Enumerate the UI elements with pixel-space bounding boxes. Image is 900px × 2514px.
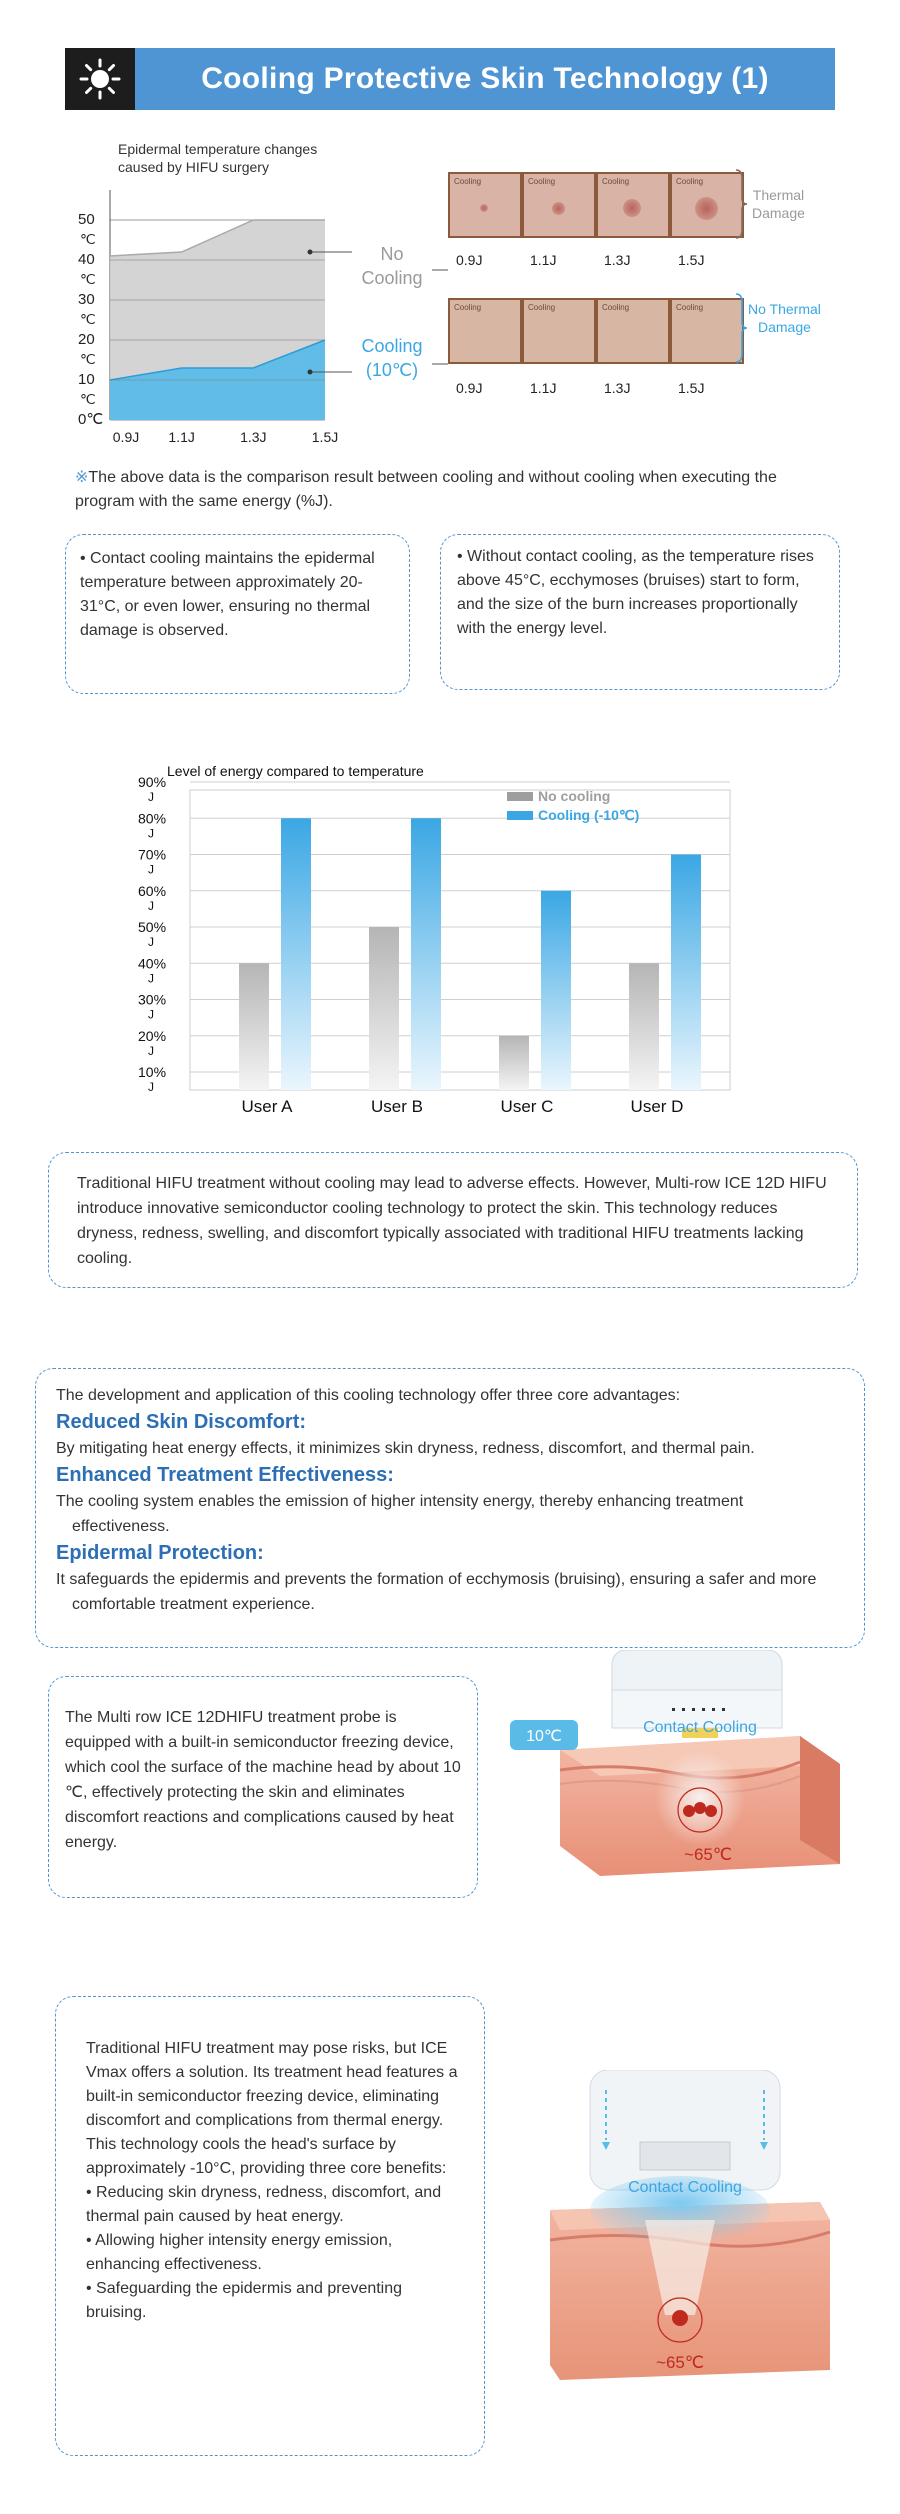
photo-energy-label: 1.1J <box>530 252 557 268</box>
y-tick-label: 0℃ <box>78 411 104 428</box>
no-thermal-damage-photos <box>448 298 744 364</box>
vmax-benefit-1: • Reducing skin dryness, redness, discomfort, and thermal pain caused by heat energy. <box>86 2184 442 2225</box>
advantage-heading-1: Reduced Skin Discomfort: <box>56 1411 307 1433</box>
no-thermal-damage-label-line1: No Thermal <box>748 301 821 317</box>
photo-tag: Cooling <box>602 303 630 312</box>
y-tick-unit: ℃ <box>80 391 96 407</box>
photo-energy-label: 0.9J <box>456 380 483 396</box>
x-tick-label: 1.3J <box>240 429 267 445</box>
y-tick-label: 50% <box>138 919 167 935</box>
y-tick-label: 20% <box>138 1027 167 1044</box>
photo-tag: Cooling <box>676 303 704 312</box>
bar-no-cooling <box>239 963 269 1090</box>
series-label-cooling-1: Cooling <box>361 336 423 356</box>
advantages-box <box>35 1368 865 1648</box>
photo-energy-label: 1.1J <box>530 380 557 396</box>
legend-label-cooling: Cooling (-10℃) <box>538 807 640 823</box>
y-tick-unit: J <box>148 790 154 804</box>
skin-photo <box>524 174 594 236</box>
y-tick-label: 40% <box>138 955 167 972</box>
bar-no-cooling <box>499 1036 529 1090</box>
vmax-paragraph: Traditional HIFU treatment may pose risks, but ICE Vmax offers a solution. Its treatment head features a built-in semiconductor freezing device, eliminating discomfort and complications from thermal energy. This technology cools the head's surface by approximately -10°C, providing three core benefits: <box>86 2040 458 2177</box>
advantage-heading-3: Epidermal Protection: <box>56 1542 264 1564</box>
y-tick-label: 10 <box>78 371 95 388</box>
photo-energy-label: 1.3J <box>604 380 631 396</box>
y-tick-unit: J <box>148 935 154 949</box>
comparison-note <box>75 466 815 514</box>
y-tick-unit: J <box>148 1080 154 1094</box>
photo-tag: Cooling <box>528 303 556 312</box>
legend-swatch-cooling <box>507 811 533 820</box>
y-tick-unit: ℃ <box>80 351 96 367</box>
page-title: Cooling Protective Skin Technology (1) <box>201 62 769 95</box>
contact-cooling-box <box>65 534 410 694</box>
y-tick-unit: J <box>148 898 154 913</box>
advantage-body-1: By mitigating heat energy effects, it minimizes skin dryness, redness, discomfort, and thermal pain. <box>56 1440 755 1457</box>
traditional-hifu-box <box>48 1152 858 1288</box>
photo-tag: Cooling <box>602 177 630 186</box>
x-category-label: User A <box>241 1097 293 1116</box>
header-banner <box>65 48 835 110</box>
y-tick-label: 80% <box>138 810 167 827</box>
thermal-damage-label-line2: Damage <box>752 205 805 221</box>
y-tick-label: 10% <box>138 1064 167 1080</box>
bar-cooling <box>281 818 311 1090</box>
photo-tag: Cooling <box>528 177 556 186</box>
photo-energy-label: 1.5J <box>678 252 705 268</box>
contact-cooling-illustration-2 <box>530 2070 840 2410</box>
series-label-no-cooling-1: No <box>380 244 404 264</box>
y-tick-unit: J <box>148 1043 154 1058</box>
y-tick-label: 50 <box>78 211 95 228</box>
photo-energy-label: 0.9J <box>456 252 483 268</box>
temperature-chart-title <box>118 140 317 176</box>
y-tick-unit: ℃ <box>80 311 96 327</box>
y-tick-label: 20 <box>78 331 95 348</box>
advantage-heading-2: Enhanced Treatment Effectiveness: <box>56 1464 394 1486</box>
traditional-hifu-text: Traditional HIFU treatment without cooling may lead to adverse effects. However, Multi-row ICE 12D HIFU introduce innovative semiconductor cooling technology to protect the skin. This technology reduces dryness, redness, swelling, and discomfort typically associated with traditional HIFU treatments lacking cooling. <box>77 1175 827 1267</box>
energy-bar-chart <box>130 760 750 1130</box>
legend-swatch-no-cooling <box>507 792 533 801</box>
x-tick-label: 1.5J <box>311 429 339 445</box>
x-tick-label: 0.9J <box>112 429 140 445</box>
y-tick-label: 60% <box>138 882 167 899</box>
y-tick-unit: J <box>148 1007 154 1022</box>
y-tick-label: 30 <box>78 291 95 308</box>
advantage-body-2: The cooling system enables the emission of higher intensity energy, thereby enhancing treatment effectiveness. <box>56 1493 744 1535</box>
bar-no-cooling <box>629 963 659 1090</box>
no-contact-cooling-box <box>440 534 840 690</box>
bar-no-cooling <box>369 927 399 1090</box>
photo-tag: Cooling <box>454 303 482 312</box>
photo-tag: Cooling <box>676 177 704 186</box>
contact-cooling-label-2: Contact Cooling <box>628 2179 742 2196</box>
temperature-chart-title-line2: caused by HIFU surgery <box>118 159 269 175</box>
y-tick-label: 30% <box>138 991 167 1008</box>
cooling-temp-badge: 10℃ <box>526 1728 562 1745</box>
y-tick-label: 70% <box>138 846 167 863</box>
thermal-damage-photos <box>448 172 744 238</box>
focus-temperature-label-1: ~65℃ <box>684 1845 732 1864</box>
x-tick-label: 1.1J <box>168 429 195 445</box>
photo-tag: Cooling <box>454 177 482 186</box>
cooling-pointer-dot <box>308 370 313 375</box>
skin-photo <box>672 300 742 362</box>
probe-description-box <box>48 1676 478 1898</box>
bar-cooling <box>411 818 441 1090</box>
burn-spot <box>695 197 718 220</box>
photo-energy-label: 1.3J <box>604 252 631 268</box>
bar-cooling <box>671 855 701 1091</box>
skin-photo <box>450 174 520 236</box>
thermal-damage-label <box>752 186 805 222</box>
advantage-body-3: It safeguards the epidermis and prevents the formation of ecchymosis (bruising), ensuring a safer and more comfortable treatment experience. <box>56 1571 817 1613</box>
sun-icon <box>65 48 135 110</box>
burn-spot <box>552 202 565 215</box>
y-tick-label: 40 <box>78 251 95 268</box>
advantages-intro: The development and application of this cooling technology offer three core advantages: <box>56 1387 681 1404</box>
burn-spot <box>480 204 488 212</box>
probe-description-text: The Multi row ICE 12DHIFU treatment probe is equipped with a built-in semiconductor freezing device, which cool the surface of the machine head by about 10 ℃, effectively protecting the skin and eliminates discomfort reactions and complications caused by heat energy. <box>65 1709 461 1851</box>
vmax-benefit-3: • Safeguarding the epidermis and preventing bruising. <box>86 2280 403 2321</box>
photo-energy-label: 1.5J <box>678 380 705 396</box>
bar-chart-title: Level of energy compared to temperature <box>167 763 424 779</box>
y-tick-unit: ℃ <box>80 231 96 247</box>
temperature-chart-title-line1: Epidermal temperature changes <box>118 141 318 157</box>
no-cooling-pointer-dot <box>308 250 313 255</box>
y-tick-label: 90% <box>138 774 167 790</box>
skin-photo <box>598 300 668 362</box>
thermal-damage-label-line1: Thermal <box>752 187 805 203</box>
thermal-damage-brace <box>734 168 748 240</box>
contact-cooling-illustration-1 <box>500 1650 870 1920</box>
vmax-benefit-2: • Allowing higher intensity energy emission, enhancing effectiveness. <box>86 2232 393 2273</box>
note-text: The above data is the comparison result between cooling and without cooling when executing the program with the same energy (%J). <box>75 469 777 510</box>
temperature-area-chart <box>70 180 450 450</box>
contact-cooling-label-1: Contact Cooling <box>643 1719 757 1736</box>
skin-photo <box>524 300 594 362</box>
legend-label-no-cooling: No cooling <box>538 788 611 804</box>
y-tick-unit: J <box>148 862 154 877</box>
skin-photo <box>598 174 668 236</box>
x-category-label: User B <box>371 1097 423 1116</box>
no-thermal-damage-energy-labels <box>448 380 744 396</box>
x-category-label: User C <box>500 1097 554 1116</box>
y-tick-unit: J <box>148 826 154 841</box>
burn-spot <box>623 199 641 217</box>
y-tick-unit: J <box>148 971 154 986</box>
no-thermal-damage-label-line2: Damage <box>757 319 811 335</box>
thermal-damage-energy-labels <box>448 252 744 268</box>
no-thermal-damage-label <box>748 300 821 336</box>
series-label-no-cooling-2: Cooling <box>361 268 423 288</box>
y-tick-unit: ℃ <box>80 271 96 287</box>
skin-photo <box>450 300 520 362</box>
bar-cooling <box>541 891 571 1090</box>
no-contact-cooling-text: • Without contact cooling, as the temperature rises above 45°C, ecchymoses (bruises) start to form, and the size of the burn increases proportionally with the energy level. <box>457 548 814 637</box>
contact-cooling-text: • Contact cooling maintains the epidermal temperature between approximately 20-31°C, or even lower, ensuring no thermal damage is observed. <box>80 550 375 639</box>
x-category-label: User D <box>630 1097 684 1116</box>
focus-temperature-label-2: ~65℃ <box>656 2353 704 2372</box>
note-mark: ※ <box>75 469 89 486</box>
skin-photo <box>672 174 742 236</box>
series-label-cooling-2: (10℃) <box>365 360 419 380</box>
no-thermal-damage-brace <box>734 292 748 364</box>
vmax-description-box <box>55 1996 485 2456</box>
